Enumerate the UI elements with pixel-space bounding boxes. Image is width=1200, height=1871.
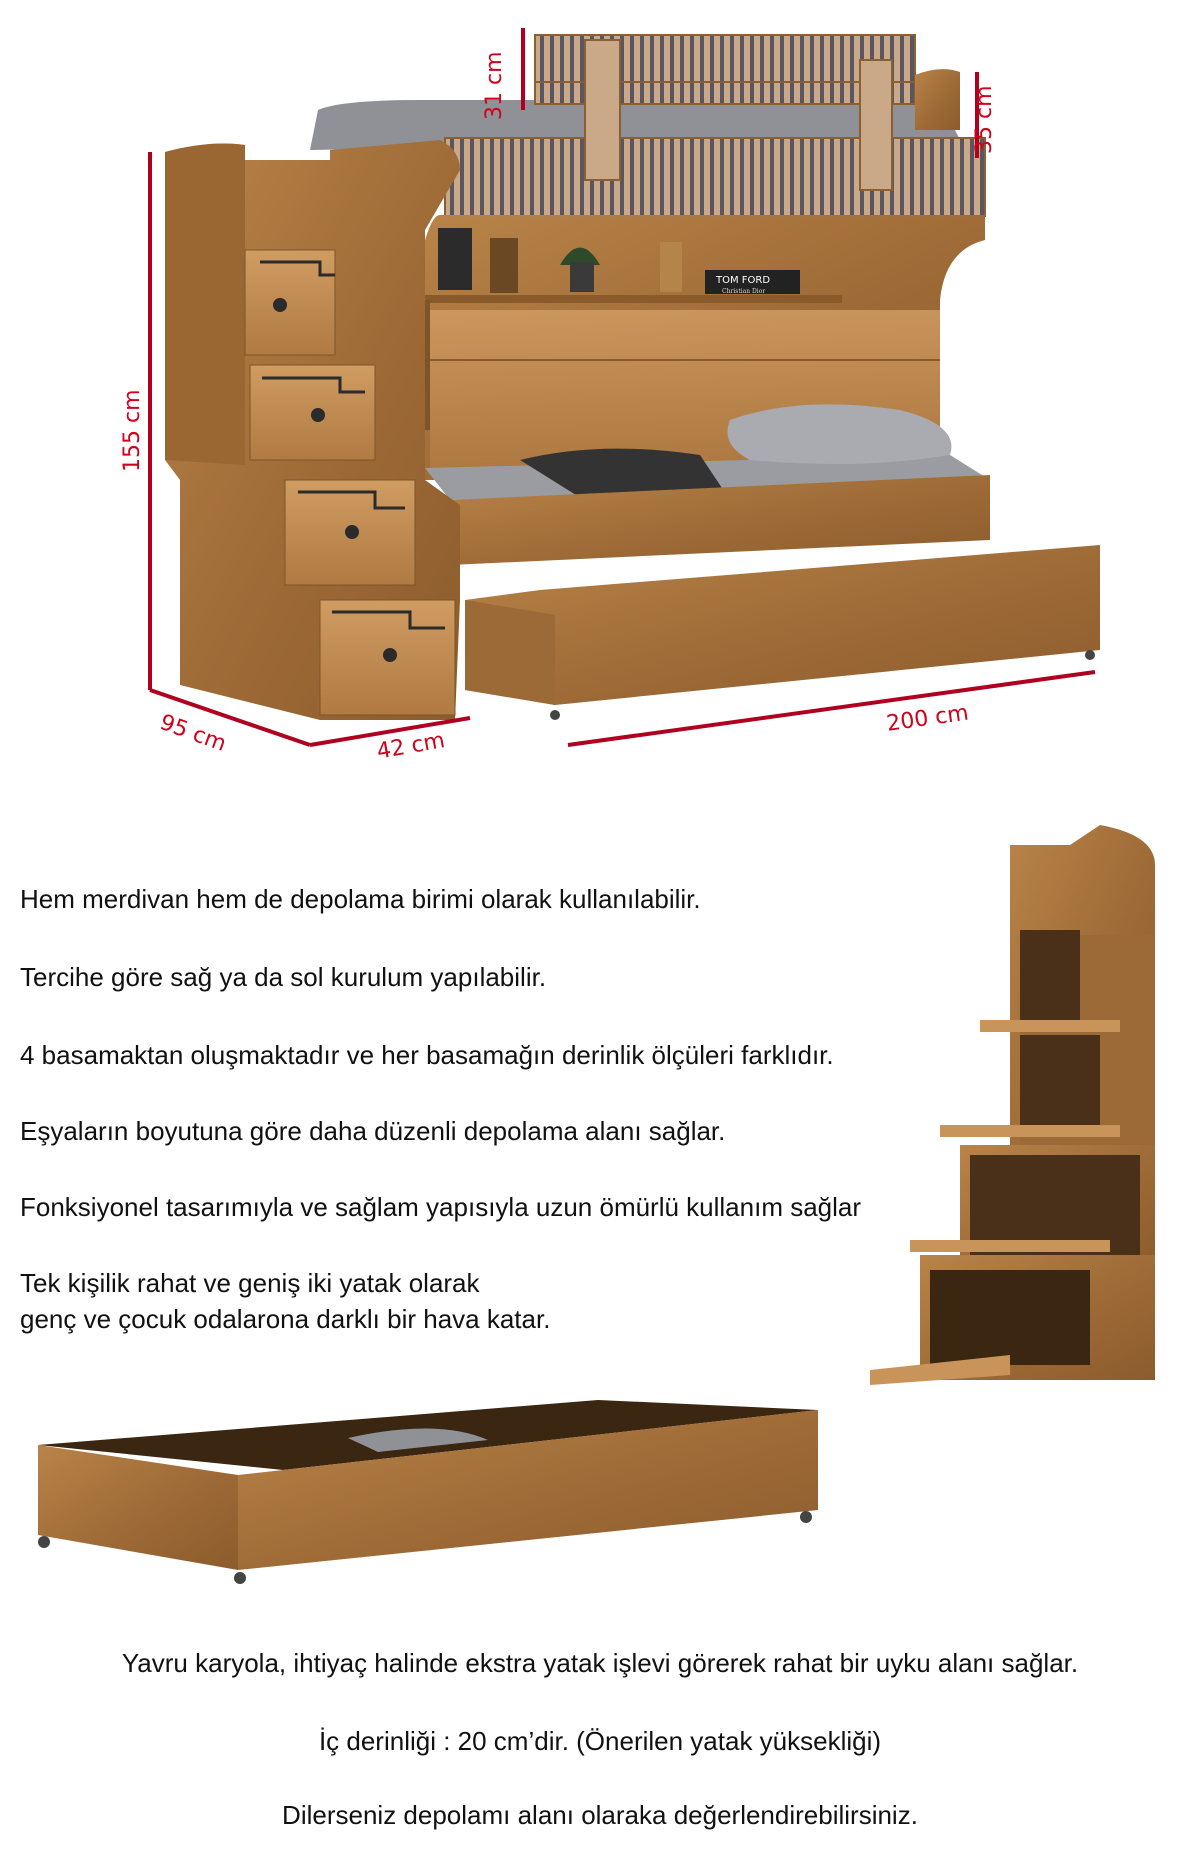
feature-item: Hem merdivan hem de depolama birimi olarak kullanılabilir. <box>20 884 701 914</box>
bunk-bed-figure <box>0 0 1200 780</box>
bunk-bed-drawing <box>0 0 1200 780</box>
upper-bed-rail <box>445 138 985 216</box>
trundle-drawer <box>465 545 1100 705</box>
trundle-figure <box>38 1400 838 1610</box>
feature-item: 4 basamaktan oluşmaktadır ve her basamağın derinlik ölçüleri farklıdır. <box>20 1040 834 1070</box>
trundle-note: İç derinliği : 20 cm’dir. (Önerilen yatak yüksekliği) <box>318 1726 882 1756</box>
dim-length: 200 cm <box>885 700 971 737</box>
step-drawer-2 <box>250 365 375 460</box>
step-drawer-4 <box>320 600 455 715</box>
feature-item: genç ve çocuk odalarona darklı bir hava katar. <box>20 1304 551 1334</box>
book-title: TOM FORD <box>716 275 771 286</box>
feature-item: Fonksiyonel tasarımıyla ve sağlam yapısıyla uzun ömürlü kullanım sağlar <box>20 1192 862 1222</box>
dim-top-rail: 31 cm <box>482 51 507 120</box>
trundle-note: Dilerseniz depolamı alanı olaraka değerlendirebilirsiniz. <box>282 1800 918 1830</box>
step-drawer-3 <box>285 480 415 585</box>
dim-rail: 35 cm <box>972 85 997 154</box>
feature-item: Eşyaların boyutuna göre daha düzenli depolama alanı sağlar. <box>20 1116 726 1146</box>
staircase-storage-figure <box>860 825 1160 1385</box>
step-drawer-1 <box>245 250 335 355</box>
dim-depth: 95 cm <box>156 710 230 757</box>
dim-height: 155 cm <box>120 389 145 472</box>
book-subtitle: Christian Dior <box>722 288 766 295</box>
trundle-note: Yavru karyola, ihtiyaç halinde ekstra yatak işlevi görerek rahat bir uyku alanı sağlar. <box>121 1648 1079 1678</box>
dim-step-depth: 42 cm <box>375 728 447 765</box>
feature-item: Tercihe göre sağ ya da sol kurulum yapılabilir. <box>20 962 547 992</box>
shelf <box>422 295 842 303</box>
feature-item: Tek kişilik rahat ve geniş iki yatak olarak <box>20 1268 480 1298</box>
